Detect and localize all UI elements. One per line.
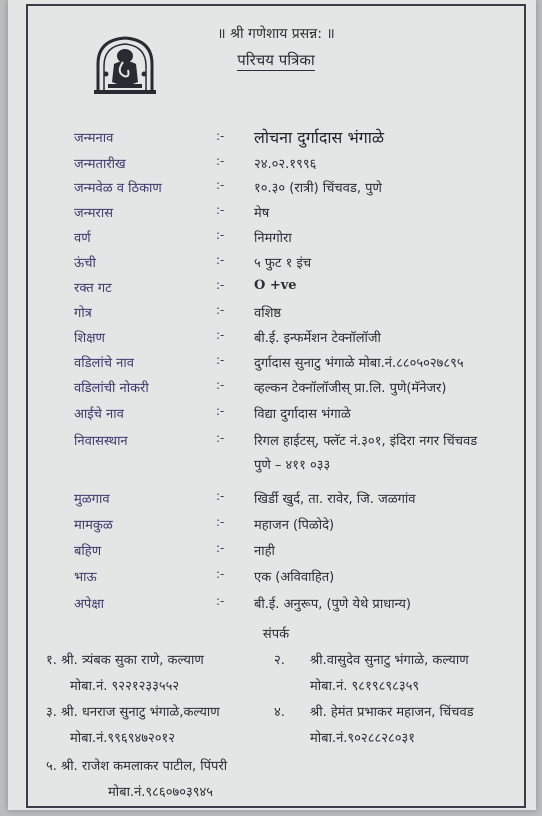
field-separator: :- bbox=[216, 178, 225, 192]
contact-5-name bbox=[46, 756, 227, 774]
field-label: शिक्षण bbox=[74, 331, 105, 346]
contact-2-name: श्री.वासुदेव सुनाटु भंगाळे, कल्याण bbox=[310, 653, 469, 668]
field-label: वडिलांची नोकरी bbox=[74, 381, 149, 396]
field-value: लोचना दुर्गादास भंगाळे bbox=[254, 128, 385, 147]
ganesha-emblem-icon bbox=[90, 34, 160, 96]
contacts-heading: संपर्क bbox=[262, 627, 290, 642]
field-value: वशिष्ठ bbox=[254, 306, 282, 321]
field-separator: :- bbox=[216, 303, 225, 317]
field-separator: :- bbox=[216, 129, 225, 143]
field-value: विद्या दुर्गादास भंगाळे bbox=[254, 407, 351, 422]
contact-number: ३. bbox=[46, 705, 57, 720]
field-value: ५ फुट १ इंच bbox=[254, 256, 312, 271]
field-separator: :- bbox=[216, 328, 225, 342]
field-separator: :- bbox=[216, 489, 225, 503]
field-separator: :- bbox=[216, 594, 225, 608]
contact-4-phone: मोबा.नं.९०२८८२८०३१ bbox=[310, 731, 416, 746]
field-separator: :- bbox=[216, 278, 225, 292]
field-separator: :- bbox=[216, 567, 225, 581]
field-separator: :- bbox=[216, 515, 225, 529]
field-separator: :- bbox=[216, 203, 225, 217]
field-separator: :- bbox=[216, 378, 225, 392]
field-label: जन्मरास bbox=[74, 206, 114, 221]
field-label: बहिण bbox=[74, 544, 102, 559]
field-label: रक्त गट bbox=[74, 281, 112, 296]
field-value: बी.ई. अनुरूप, (पुणे येथे प्राधान्य) bbox=[254, 597, 412, 612]
field-label: निवासस्थान bbox=[74, 434, 128, 449]
contact-3-name bbox=[46, 702, 220, 720]
field-value: दुर्गादास सुनाटु भंगाळे मोबा.नं.८८०५०२७८९५ bbox=[254, 356, 464, 371]
field-value: O +ve bbox=[254, 278, 297, 293]
field-value: रिगल हाईटस्, फ्लॅट नं.३०१, इंदिरा नगर चिंचवड bbox=[254, 434, 478, 449]
page-title-text: परिचय पत्रिका bbox=[237, 51, 315, 69]
field-value-line2: पुणे – ४११ ०३३ bbox=[254, 458, 331, 473]
field-label: मुळगाव bbox=[74, 492, 110, 507]
field-label: वडिलांचे नाव bbox=[74, 356, 134, 371]
page-border bbox=[26, 4, 526, 808]
field-value: महाजन (पिळोदे) bbox=[254, 518, 335, 533]
field-label: मामकुळ bbox=[74, 518, 113, 533]
field-label: गोत्र bbox=[74, 306, 92, 321]
contact-number: १. bbox=[46, 653, 57, 668]
field-separator: :- bbox=[216, 541, 225, 555]
invocation-line: ॥ श्री गणेशाय प्रसन्न: ॥ bbox=[217, 26, 335, 42]
biodata-sheet bbox=[8, 0, 536, 810]
field-label: जन्मवेळ व ठिकाण bbox=[74, 181, 162, 196]
contact-3-phone: मोबा.नं.९९६९४७२०१२ bbox=[70, 731, 176, 746]
field-value: व्हल्कन टेक्नॉलॉजीस् प्रा.लि. पुणे(मॅनेजर) bbox=[254, 381, 447, 396]
contact-5-phone: मोबा.नं.९८६०७०३९४५ bbox=[108, 785, 214, 800]
contact-4-name: श्री. हेमंत प्रभाकर महाजन, चिंचवड bbox=[310, 705, 474, 720]
field-value: मेष bbox=[254, 206, 270, 221]
contact-2-number: २. bbox=[274, 653, 285, 668]
contact-2-phone: मोबा.नं. ९८१९८९८३५९ bbox=[310, 679, 420, 694]
contact-name: श्री. त्र्यंबक सुका राणे, कल्याण bbox=[61, 653, 204, 668]
field-value: बी.ई. इन्फर्मेशन टेक्नॉलॉजी bbox=[254, 331, 381, 346]
field-separator: :- bbox=[216, 228, 225, 242]
field-label: भाऊ bbox=[74, 570, 97, 585]
contact-name: श्री. धनराज सुनाटु भंगाळे,कल्याण bbox=[61, 705, 220, 720]
field-value: नाही bbox=[254, 544, 275, 559]
contact-1-name bbox=[46, 650, 204, 668]
field-separator: :- bbox=[216, 431, 225, 445]
field-value: खिर्डी खुर्द, ता. रावेर, जि. जळगांव bbox=[254, 492, 416, 507]
contact-4-number: ४. bbox=[274, 705, 285, 720]
field-separator: :- bbox=[216, 353, 225, 367]
contact-1-phone: मोबा.नं. ९२२१२३३५५२ bbox=[70, 679, 180, 694]
field-label: आईचे नाव bbox=[74, 407, 124, 422]
field-value: १०.३० (रात्री) चिंचवड, पुणे bbox=[254, 181, 382, 196]
field-label: अपेक्षा bbox=[74, 597, 105, 612]
field-label: ऊंची bbox=[74, 256, 96, 271]
field-label: जन्मनाव bbox=[74, 131, 114, 146]
field-value: २४.०२.१९९६ bbox=[254, 157, 317, 172]
field-value: निमगोरा bbox=[254, 231, 292, 246]
field-separator: :- bbox=[216, 154, 225, 168]
contact-name: श्री. राजेश कमलाकर पाटील, पिंपरी bbox=[61, 759, 228, 774]
field-separator: :- bbox=[216, 253, 225, 267]
contact-number: ५. bbox=[46, 759, 57, 774]
field-label: जन्मतारीख bbox=[74, 157, 126, 172]
field-value: एक (अविवाहित) bbox=[254, 570, 335, 585]
field-label: वर्ण bbox=[74, 231, 91, 246]
field-row-residence bbox=[28, 431, 524, 477]
field-separator: :- bbox=[216, 404, 225, 418]
